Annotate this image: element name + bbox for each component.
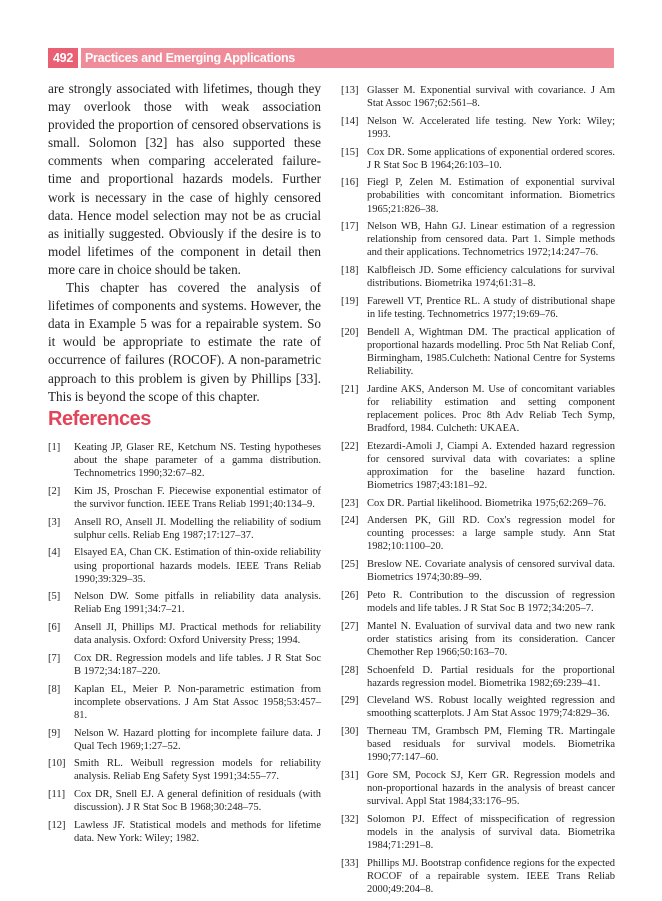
- running-title: Practices and Emerging Applications: [81, 48, 614, 68]
- reference-item: [48, 652, 321, 678]
- reference-item: [341, 295, 615, 321]
- reference-number: [9]: [48, 727, 61, 739]
- body-text: [48, 80, 321, 406]
- reference-item: [48, 788, 321, 814]
- reference-item: [341, 769, 615, 808]
- reference-text: Nelson WB, Hahn GJ. Linear estimation of a regression relationship from censored data. Part 1. Simple methods and their applications. Technometrics 1972;14:247–76.: [367, 221, 615, 259]
- reference-item: [341, 725, 615, 764]
- reference-number: [7]: [48, 652, 61, 664]
- reference-number: [33]: [341, 857, 359, 869]
- reference-text: Schoenfeld D. Partial residuals for the proportional hazards regression model. Biometrika 1982;69:239–41.: [367, 664, 615, 689]
- reference-number: [2]: [48, 485, 61, 497]
- reference-item: [48, 621, 321, 647]
- reference-item: [341, 146, 615, 172]
- reference-text: Cox DR, Snell EJ. A general definition of residuals (with discussion). J R Stat Soc B 1968;30:248–75.: [74, 789, 321, 814]
- reference-text: Keating JP, Glaser RE, Ketchum NS. Testing hypotheses about the shape parameter of a gamma distribution. Technometrics 1990;32:67–82.: [74, 442, 321, 480]
- reference-item: [48, 683, 321, 722]
- reference-item: [341, 694, 615, 720]
- reference-number: [28]: [341, 664, 359, 676]
- reference-item: [341, 326, 615, 378]
- reference-text: Cleveland WS. Robust locally weighted regression and smoothing scatterplots. J Am Stat Assoc 1979;74:829–36.: [367, 695, 615, 720]
- reference-item: [341, 857, 615, 896]
- reference-number: [22]: [341, 440, 359, 452]
- reference-text: Cox DR. Partial likelihood. Biometrika 1975;62:269–76.: [367, 497, 607, 509]
- reference-text: Andersen PK, Gill RD. Cox's regression model for counting processes: a large sample study. Ann Stat 1982;10:1100–20.: [367, 515, 615, 553]
- reference-number: [25]: [341, 559, 359, 571]
- reference-text: Breslow NE. Covariate analysis of censored survival data. Biometrics 1974;30:89–99.: [367, 559, 615, 584]
- reference-text: Therneau TM, Grambsch PM, Fleming TR. Martingale based residuals for survival models. Biometrika 1990;77:147–60.: [367, 726, 615, 764]
- reference-item: [48, 546, 321, 585]
- reference-item: [48, 819, 321, 845]
- reference-number: [29]: [341, 695, 359, 707]
- reference-item: [341, 264, 615, 290]
- reference-item: [341, 220, 615, 259]
- reference-item: [341, 813, 615, 852]
- reference-item: [341, 383, 615, 435]
- reference-item: [341, 558, 615, 584]
- page-number: 492: [48, 48, 78, 68]
- reference-number: [20]: [341, 326, 359, 338]
- reference-number: [27]: [341, 620, 359, 632]
- reference-list-left: [48, 441, 321, 850]
- reference-item: [341, 84, 615, 110]
- reference-number: [23]: [341, 497, 359, 509]
- reference-text: Nelson DW. Some pitfalls in reliability data analysis. Reliab Eng 1991;34:7–21.: [74, 591, 321, 616]
- reference-number: [14]: [341, 115, 359, 127]
- body-paragraph: are strongly associated with lifetimes, though they may overlook those with weak association provided the proportion of censored observations is small. Solomon [32] has also supported these comments when comparing accelerated failure-time and proportional hazards models. Further work is necessary in the case of highly censored data. Hence model selection may not be as crucial as initially suggested. Obviously if the desire is to model lifetimes of the component in detail then more care in choice should be taken.: [48, 81, 321, 277]
- reference-text: Kalbfleisch JD. Some efficiency calculations for survival distributions. Biometrika 1974;61:31–8.: [367, 265, 615, 290]
- reference-number: [17]: [341, 221, 359, 233]
- reference-text: Glasser M. Exponential survival with covariance. J Am Stat Assoc 1967;62:561–8.: [367, 85, 615, 110]
- reference-text: Nelson W. Accelerated life testing. New York: Wiley; 1993.: [367, 115, 615, 140]
- reference-text: Gore SM, Pocock SJ, Kerr GR. Regression models and non-proportional hazards in the analysis of breast cancer survival. Appl Stat 1984;33:176–95.: [367, 770, 615, 808]
- references-heading: References: [48, 408, 151, 430]
- reference-text: Etezardi-Amoli J, Ciampi A. Extended hazard regression for censored survival data with covariates: a spline approximation for the baseline hazard function. Biometrics 1987;43:181–92.: [367, 440, 615, 491]
- reference-item: [341, 497, 615, 510]
- reference-number: [1]: [48, 442, 61, 453]
- reference-number: [4]: [48, 547, 61, 559]
- reference-text: Cox DR. Regression models and life tables. J R Stat Soc B 1972;34:187–220.: [74, 652, 321, 677]
- reference-text: Kim JS, Proschan F. Piecewise exponential estimator of the survivor function. IEEE Trans Reliab 1991;40:134–9.: [74, 485, 321, 510]
- reference-text: Nelson W. Hazard plotting for incomplete failure data. J Qual Tech 1969;1:27–52.: [74, 727, 321, 752]
- reference-item: [341, 589, 615, 615]
- reference-item: [48, 727, 321, 753]
- reference-text: Bendell A, Wightman DM. The practical application of proportional hazards modelling. Proc 5th Nat Reliab Conf, Birmingham, 1985.Culcheth: National Centre for Systems Reliability.: [367, 326, 615, 377]
- reference-item: [48, 757, 321, 783]
- reference-number: [32]: [341, 813, 359, 825]
- reference-number: [19]: [341, 295, 359, 307]
- reference-number: [30]: [341, 726, 359, 738]
- reference-item: [48, 485, 321, 511]
- reference-number: [21]: [341, 383, 359, 395]
- reference-number: [16]: [341, 177, 359, 189]
- reference-text: Smith RL. Weibull regression models for reliability analysis. Reliab Eng Safety Syst 1991;34:55–77.: [74, 758, 321, 783]
- reference-item: [341, 176, 615, 215]
- running-header: [48, 48, 614, 68]
- reference-number: [26]: [341, 589, 359, 601]
- reference-number: [12]: [48, 819, 66, 831]
- reference-text: Farewell VT, Prentice RL. A study of distributional shape in life testing. Technometrics 1977;19:69–76.: [367, 295, 615, 320]
- reference-text: Kaplan EL, Meier P. Non-parametric estimation from incomplete observations. J Am Stat Assoc 1958;53:457–81.: [74, 683, 321, 721]
- reference-number: [13]: [341, 85, 359, 96]
- reference-item: [341, 440, 615, 492]
- reference-text: Solomon PJ. Effect of misspecification of regression models in the analysis of survival data. Biometrika 1984;71:291–8.: [367, 813, 615, 852]
- reference-item: [48, 590, 321, 616]
- reference-text: Lawless JF. Statistical models and methods for lifetime data. New York: Wiley; 1982.: [74, 819, 321, 844]
- reference-number: [10]: [48, 758, 66, 770]
- reference-number: [5]: [48, 591, 61, 603]
- reference-text: Peto R. Contribution to the discussion of regression models and life tables. J R Stat Soc B 1972;34:205–7.: [367, 589, 615, 614]
- reference-list-right: [341, 84, 615, 901]
- reference-number: [6]: [48, 622, 61, 634]
- reference-number: [24]: [341, 515, 359, 527]
- reference-text: Ansell RO, Ansell JI. Modelling the reliability of sodium sulphur cells. Reliab Eng 1987;17:127–37.: [74, 516, 321, 541]
- reference-number: [15]: [341, 146, 359, 158]
- reference-item: [48, 441, 321, 480]
- reference-text: Ansell JI, Phillips MJ. Practical methods for reliability data analysis. Oxford: Oxford University Press; 1994.: [74, 622, 321, 647]
- reference-item: [341, 664, 615, 690]
- reference-text: Mantel N. Evaluation of survival data and two new rank order statistics arising from its consideration. Cancer Chemother Rep 1966;50:163–70.: [367, 620, 615, 658]
- reference-number: [3]: [48, 516, 61, 528]
- reference-item: [48, 516, 321, 542]
- reference-item: [341, 115, 615, 141]
- reference-text: Fiegl P, Zelen M. Estimation of exponential survival probabilities with concomitant information. Biometrics 1965;21:826–38.: [367, 177, 615, 215]
- reference-text: Phillips MJ. Bootstrap confidence regions for the expected ROCOF of a repairable system. IEEE Trans Reliab 2000;49:204–8.: [367, 857, 615, 895]
- reference-text: Cox DR. Some applications of exponential ordered scores. J R Stat Soc B 1964;26:103–10.: [367, 146, 615, 171]
- reference-number: [11]: [48, 789, 66, 801]
- body-paragraph: This chapter has covered the analysis of lifetimes of components and systems. However, the data in Example 5 was for a repairable system. So it would be appropriate to estimate the rate of occurrence of failures (ROCOF). A non-parametric approach to this problem is given by Phillips [33]. This is beyond the scope of this chapter.: [48, 280, 321, 404]
- reference-text: Jardine AKS, Anderson M. Use of concomitant variables for reliability estimation and setting component replacement polices. Proc 8th Adv Reliab Tech Symp, Bradford, 1984. Culcheth: UKAEA.: [367, 383, 615, 434]
- reference-text: Elsayed EA, Chan CK. Estimation of thin-oxide reliability using proportional hazards models. IEEE Trans Reliab 1990;39:329–35.: [74, 547, 321, 585]
- reference-item: [341, 514, 615, 553]
- reference-number: [18]: [341, 265, 359, 277]
- reference-number: [31]: [341, 770, 359, 781]
- reference-number: [8]: [48, 683, 61, 695]
- reference-item: [341, 620, 615, 659]
